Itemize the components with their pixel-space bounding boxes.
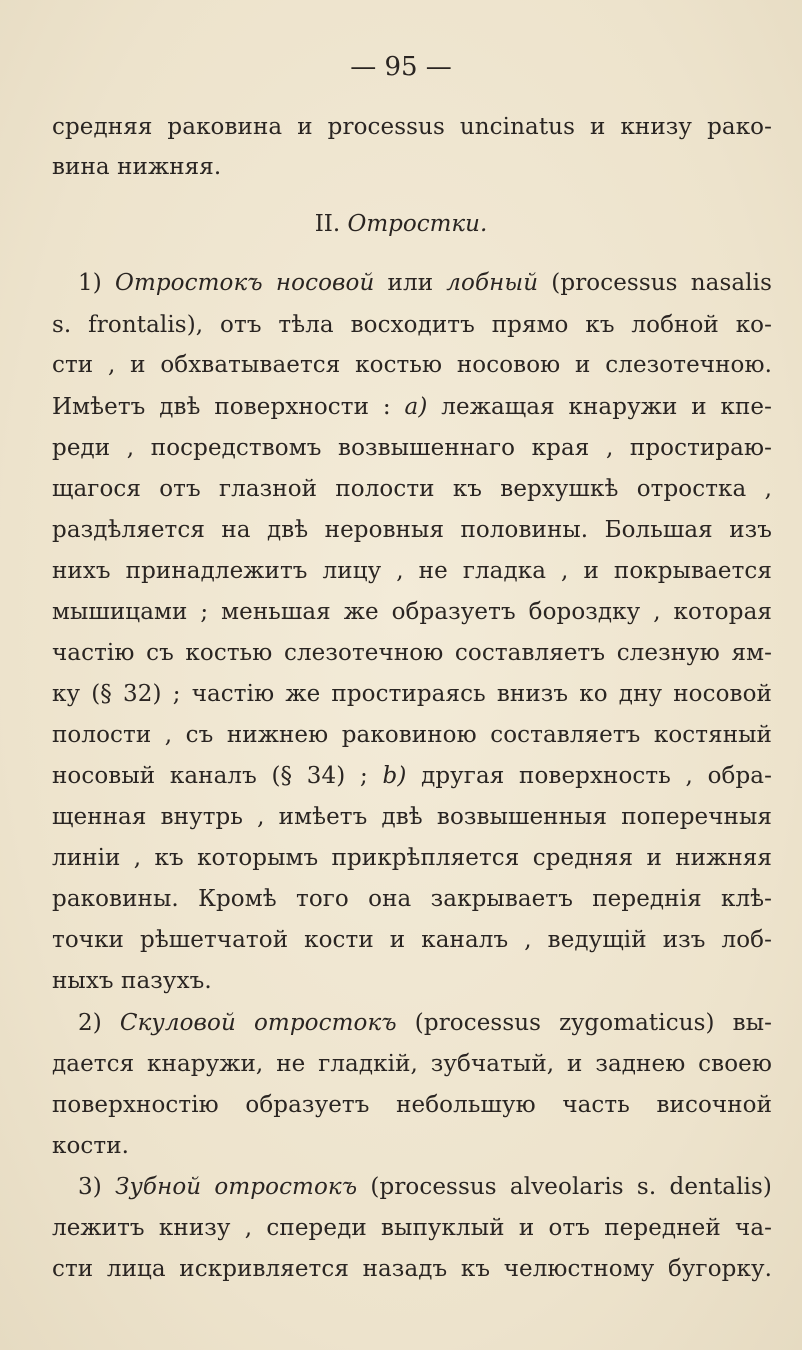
- section-heading-title: Отростки.: [347, 211, 488, 237]
- italic-term: Скуловой отростокъ: [119, 1010, 397, 1036]
- text-line: реди , посредствомъ возвышеннаго края , простираю-: [52, 435, 772, 461]
- italic-term: Зубной отростокъ: [115, 1174, 358, 1200]
- text-run: 2): [78, 1010, 120, 1036]
- text-line: кости.: [52, 1133, 130, 1159]
- text-line: [78, 1008, 772, 1038]
- text-run: 1): [78, 270, 115, 296]
- text-run: (processus nasalis: [538, 270, 772, 296]
- text-line: [52, 392, 772, 422]
- text-run: (processus alveolaris s. dentalis): [357, 1174, 772, 1200]
- text-line: щенная внутрь , имѣетъ двѣ возвышенныя поперечныя: [52, 804, 772, 830]
- section-heading-number: II.: [314, 211, 348, 237]
- text-line: раздѣляется на двѣ неровныя половины. Большая изъ: [52, 517, 772, 543]
- text-run: Имѣетъ двѣ поверхности :: [52, 394, 405, 420]
- text-line: частію съ костью слезотечною составляетъ слезную ям-: [52, 640, 772, 666]
- italic-term: Отростокъ носовой: [114, 270, 375, 296]
- text-line: s. frontalis), отъ тѣла восходитъ прямо къ лобной ко-: [52, 312, 772, 338]
- text-run: лежащая кнаружи и кпе-: [427, 394, 772, 420]
- italic-term: b): [382, 763, 407, 789]
- text-line: лежитъ книзу , спереди выпуклый и отъ передней ча-: [52, 1215, 772, 1241]
- section-heading: [0, 208, 802, 240]
- text-run: носовый каналъ (§ 34) ;: [52, 763, 383, 789]
- text-line: дается кнаружи, не гладкій, зубчатый, и заднею своею: [52, 1051, 772, 1077]
- text-line: [52, 761, 772, 791]
- text-run: другая поверхность , обра-: [406, 763, 772, 789]
- text-line: ку (§ 32) ; частію же простираясь внизъ ко дну носовой: [52, 681, 772, 707]
- text-line: ныхъ пазухъ.: [52, 968, 212, 994]
- text-line: полости , съ нижнею раковиною составляетъ костяный: [52, 722, 772, 748]
- text-line: раковины. Кромѣ того она закрываетъ переднія клѣ-: [52, 886, 772, 912]
- text-run: или: [374, 270, 447, 296]
- text-run: (processus zygomaticus) вы-: [396, 1010, 773, 1036]
- text-line: сти , и обхватывается костью носовою и слезотечною.: [52, 352, 772, 378]
- text-line: [78, 268, 772, 298]
- italic-term: лобный: [446, 270, 539, 296]
- text-line: поверхностію образуетъ небольшую часть височной: [52, 1092, 772, 1118]
- text-line: [78, 1172, 772, 1202]
- text-line: линіи , къ которымъ прикрѣпляется средняя и нижняя: [52, 845, 772, 871]
- text-line: щагося отъ глазной полости къ верхушкѣ отростка ,: [52, 476, 772, 502]
- text-line: сти лица искривляется назадъ къ челюстному бугорку.: [52, 1256, 772, 1282]
- text-line: средняя раковина и processus uncinatus и книзу рако-: [52, 114, 772, 140]
- text-line: мышицами ; меньшая же образуетъ бороздку , которая: [52, 599, 772, 625]
- text-line: нихъ принадлежитъ лицу , не гладка , и покрывается: [52, 558, 772, 584]
- page-number: — 95 —: [350, 52, 452, 82]
- text-line: вина нижняя.: [52, 154, 222, 180]
- text-line: точки рѣшетчатой кости и каналъ , ведущій изъ лоб-: [52, 927, 772, 953]
- text-run: 3): [78, 1174, 116, 1200]
- italic-term: a): [404, 394, 428, 420]
